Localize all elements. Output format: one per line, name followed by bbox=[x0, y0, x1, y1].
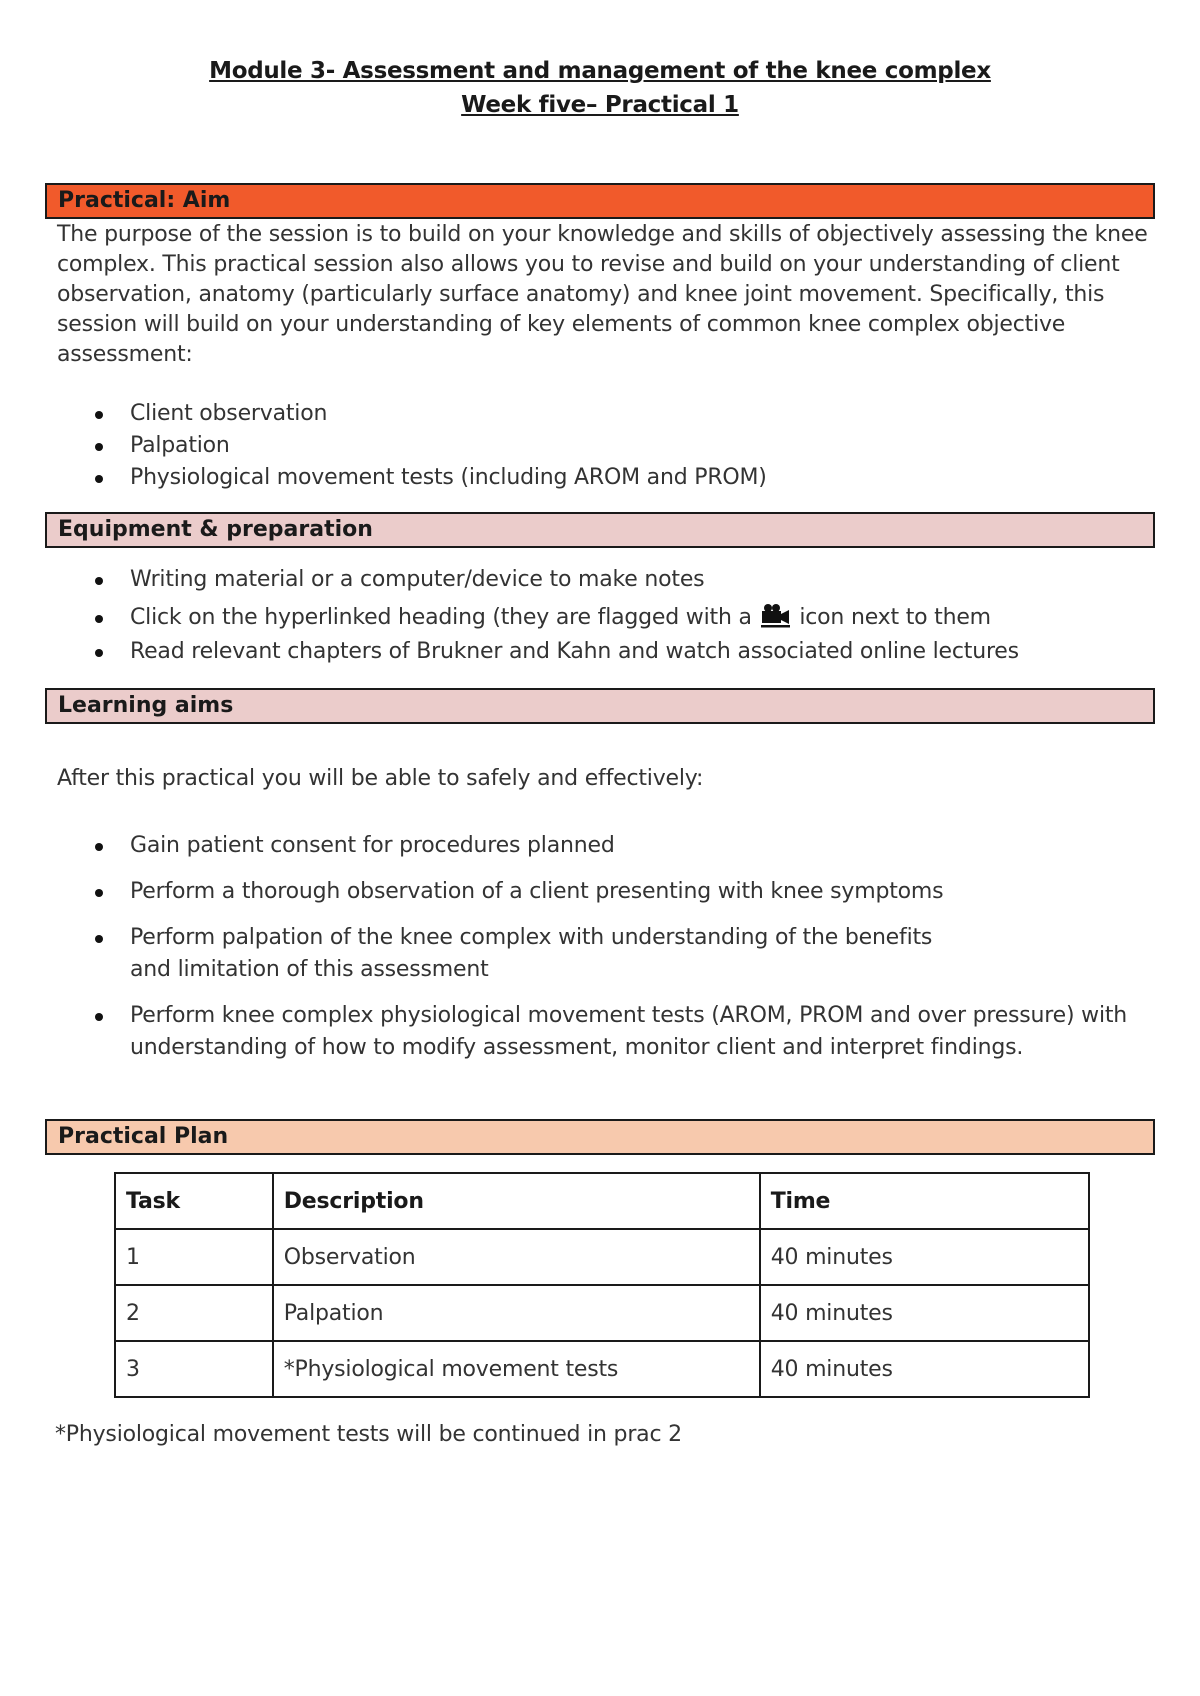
table-row bbox=[115, 1341, 1089, 1397]
aim-paragraph: The purpose of the session is to build on your knowledge and skills of objectively assessing the knee complex. This practical session also allows you to revise and build on your understanding of client observation, anatomy (particularly surface anatomy) and knee joint movement. Specifically, this session will build on your understanding of key elements of common knee complex objective assessment: bbox=[57, 222, 1148, 367]
list-item: Gain patient consent for procedures planned bbox=[57, 830, 1147, 862]
list-item: Perform knee complex physiological movement tests (AROM, PROM and over pressure) with understanding of how to modify assessment, monitor client and interpret findings. bbox=[57, 1000, 1147, 1064]
column-header-time: Time bbox=[760, 1173, 1089, 1229]
section-heading-learning-aims: Learning aims bbox=[45, 688, 1155, 724]
video-camera-icon bbox=[761, 602, 791, 628]
list-item: Palpation bbox=[57, 430, 1157, 462]
aim-list bbox=[57, 398, 1157, 494]
time-cell: 40 minutes bbox=[760, 1341, 1089, 1397]
bullet-icon bbox=[95, 577, 103, 585]
table-row bbox=[115, 1285, 1089, 1341]
bullet-icon bbox=[95, 411, 103, 419]
page-subtitle: Week five– Practical 1 bbox=[461, 92, 739, 118]
bullet-icon bbox=[95, 475, 103, 483]
column-header-task: Task bbox=[115, 1173, 273, 1229]
bullet-icon bbox=[95, 1013, 103, 1021]
bullet-icon bbox=[95, 649, 103, 657]
list-item: Client observation bbox=[57, 398, 1157, 430]
table-row bbox=[115, 1229, 1089, 1285]
bullet-icon bbox=[95, 615, 103, 623]
table-header-row bbox=[115, 1173, 1089, 1229]
description-cell: Palpation bbox=[273, 1285, 760, 1341]
bullet-icon bbox=[95, 935, 103, 943]
practical-plan-table bbox=[114, 1172, 1090, 1398]
learning-intro: After this practical you will be able to safely and effectively: bbox=[57, 766, 704, 791]
list-item: Perform a thorough observation of a client presenting with knee symptoms bbox=[57, 876, 1147, 908]
description-cell: *Physiological movement tests bbox=[273, 1341, 760, 1397]
time-cell: 40 minutes bbox=[760, 1285, 1089, 1341]
list-item: Physiological movement tests (including AROM and PROM) bbox=[57, 462, 1157, 494]
task-cell: 1 bbox=[115, 1229, 273, 1285]
task-cell: 3 bbox=[115, 1341, 273, 1397]
description-cell: Observation bbox=[273, 1229, 760, 1285]
column-header-description: Description bbox=[273, 1173, 760, 1229]
section-heading-equipment: Equipment & preparation bbox=[45, 512, 1155, 548]
bullet-icon bbox=[95, 843, 103, 851]
list-item: Read relevant chapters of Brukner and Kahn and watch associated online lectures bbox=[57, 636, 1157, 668]
section-heading-practical-plan: Practical Plan bbox=[45, 1119, 1155, 1155]
list-item: Perform palpation of the knee complex with understanding of the benefits and limitation of this assessment bbox=[57, 922, 1147, 986]
learning-list bbox=[57, 830, 1147, 1064]
equipment-list bbox=[57, 564, 1157, 668]
page-title: Module 3- Assessment and management of the knee complex bbox=[209, 58, 991, 84]
task-cell: 2 bbox=[115, 1285, 273, 1341]
plan-footnote: *Physiological movement tests will be continued in prac 2 bbox=[55, 1422, 682, 1447]
time-cell: 40 minutes bbox=[760, 1229, 1089, 1285]
bullet-icon bbox=[95, 443, 103, 451]
section-heading-aim: Practical: Aim bbox=[45, 183, 1155, 219]
list-item: Click on the hyperlinked heading (they are flagged with a icon next to them bbox=[57, 602, 1157, 634]
bullet-icon bbox=[95, 889, 103, 897]
list-item: Writing material or a computer/device to make notes bbox=[57, 564, 1157, 596]
